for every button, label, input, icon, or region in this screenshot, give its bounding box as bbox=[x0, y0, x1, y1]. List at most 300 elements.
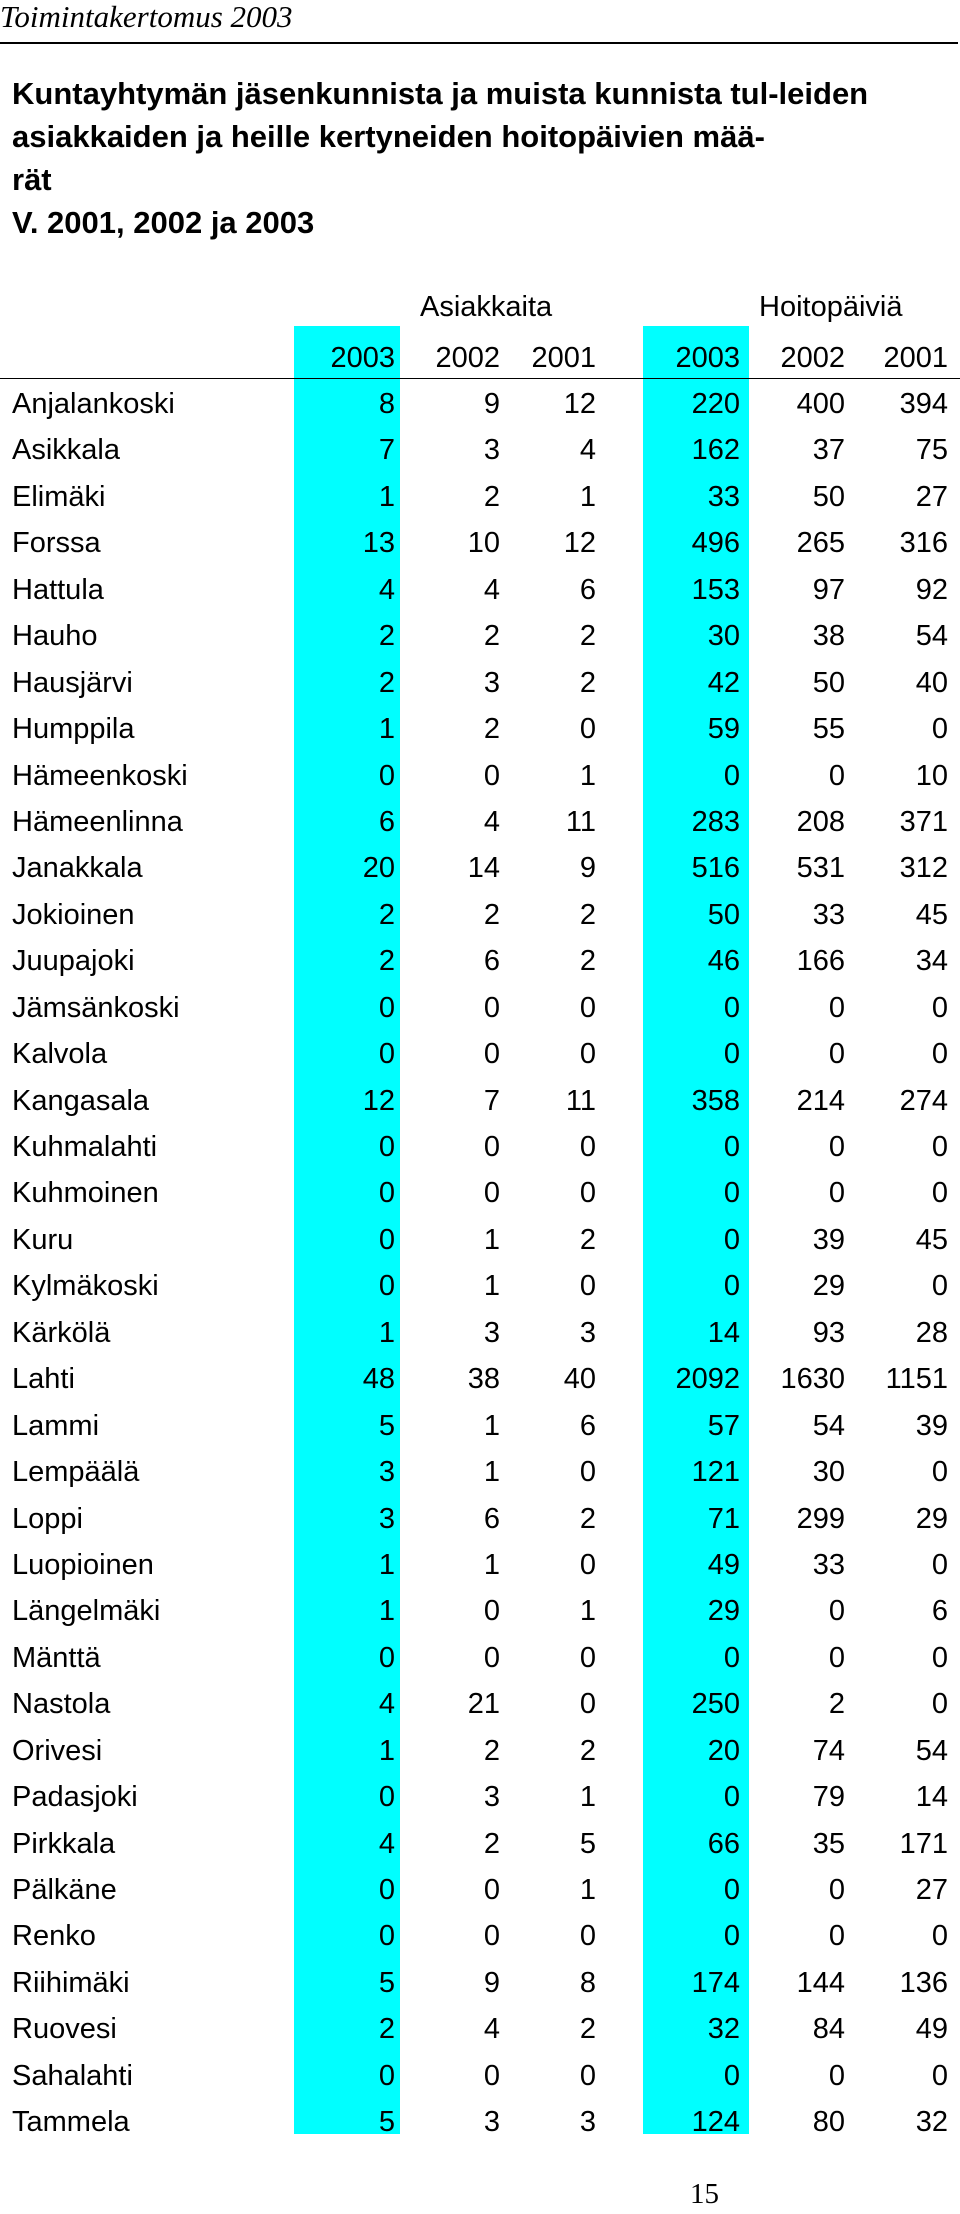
clients-cell: 4 bbox=[378, 573, 395, 606]
care-days-cell: 55 bbox=[812, 713, 845, 746]
care-days-cell: 59 bbox=[707, 713, 740, 746]
municipality-name: Nastola bbox=[12, 1688, 111, 1721]
clients-cell: 0 bbox=[378, 1270, 395, 1303]
clients-cell: 2 bbox=[483, 713, 500, 746]
care-days-cell: 0 bbox=[723, 1781, 740, 1814]
care-days-cell: 30 bbox=[812, 1456, 845, 1489]
year-header: 2001 bbox=[883, 342, 948, 374]
clients-cell: 1 bbox=[483, 1456, 500, 1489]
group-header-clients: Asiakkaita bbox=[420, 291, 553, 323]
care-days-cell: 265 bbox=[796, 527, 845, 560]
clients-cell: 6 bbox=[483, 1502, 500, 1535]
municipality-name: Hattula bbox=[12, 573, 104, 606]
care-days-cell: 0 bbox=[828, 1038, 845, 1071]
clients-cell: 5 bbox=[378, 1966, 395, 1999]
care-days-cell: 0 bbox=[931, 2059, 948, 2092]
clients-cell: 0 bbox=[378, 759, 395, 792]
municipality-name: Lammi bbox=[12, 1409, 100, 1442]
group-header-care-days: Hoitopäiviä bbox=[759, 291, 903, 323]
municipality-name: Hausjärvi bbox=[12, 666, 133, 699]
care-days-cell: 220 bbox=[691, 388, 740, 420]
care-days-cell: 0 bbox=[828, 759, 845, 792]
table-row bbox=[0, 800, 960, 846]
municipality-name: Kuhmalahti bbox=[12, 1131, 158, 1163]
care-days-cell: 2 bbox=[828, 1688, 845, 1721]
care-days-cell: 171 bbox=[899, 1827, 948, 1860]
clients-cell: 0 bbox=[579, 1177, 596, 1210]
care-days-cell: 274 bbox=[899, 1084, 948, 1117]
clients-cell: 2 bbox=[579, 1223, 596, 1256]
clients-cell: 0 bbox=[378, 1131, 395, 1163]
care-days-cell: 531 bbox=[796, 852, 845, 885]
clients-cell: 2 bbox=[483, 898, 500, 931]
care-days-cell: 46 bbox=[707, 945, 740, 978]
table-row bbox=[0, 614, 960, 660]
table-row bbox=[0, 754, 960, 800]
table-row bbox=[0, 2054, 960, 2100]
care-days-cell: 0 bbox=[931, 1548, 948, 1581]
care-days-cell: 97 bbox=[812, 573, 845, 606]
clients-cell: 0 bbox=[378, 1920, 395, 1953]
clients-cell: 0 bbox=[579, 1688, 596, 1721]
care-days-cell: 0 bbox=[828, 1131, 845, 1163]
municipality-name: Jämsänkoski bbox=[12, 991, 180, 1024]
clients-cell: 48 bbox=[362, 1363, 395, 1396]
clients-cell: 2 bbox=[579, 2013, 596, 2046]
clients-cell: 8 bbox=[579, 1966, 596, 1999]
clients-cell: 1 bbox=[579, 759, 596, 792]
clients-cell: 0 bbox=[579, 713, 596, 746]
care-days-cell: 45 bbox=[915, 898, 948, 931]
table-row bbox=[0, 1822, 960, 1868]
running-header: Toimintakertomus 2003 bbox=[0, 0, 293, 34]
clients-cell: 3 bbox=[483, 434, 500, 467]
care-days-cell: 250 bbox=[691, 1688, 740, 1721]
clients-cell: 38 bbox=[467, 1363, 500, 1396]
header-rule bbox=[0, 42, 958, 44]
municipality-name: Mänttä bbox=[12, 1641, 101, 1674]
care-days-cell: 0 bbox=[931, 1177, 948, 1210]
care-days-cell: 27 bbox=[915, 480, 948, 513]
clients-cell: 1 bbox=[579, 1781, 596, 1814]
care-days-cell: 14 bbox=[915, 1781, 948, 1814]
municipality-name: Janakkala bbox=[12, 852, 143, 885]
municipality-name: Kylmäkoski bbox=[12, 1270, 159, 1303]
care-days-cell: 50 bbox=[812, 666, 845, 699]
clients-cell: 13 bbox=[362, 527, 395, 560]
table-row bbox=[0, 1775, 960, 1821]
care-days-cell: 84 bbox=[812, 2013, 845, 2046]
clients-cell: 0 bbox=[483, 1920, 500, 1953]
municipality-name: Kuru bbox=[12, 1223, 74, 1256]
care-days-cell: 358 bbox=[691, 1084, 740, 1117]
care-days-cell: 27 bbox=[915, 1874, 948, 1906]
header-divider bbox=[0, 378, 960, 379]
clients-cell: 2 bbox=[579, 666, 596, 699]
table-row bbox=[0, 1311, 960, 1357]
care-days-cell: 79 bbox=[812, 1781, 845, 1814]
clients-cell: 2 bbox=[378, 666, 395, 699]
municipality-name: Luopioinen bbox=[12, 1548, 154, 1581]
care-days-cell: 20 bbox=[707, 1734, 740, 1767]
clients-cell: 0 bbox=[483, 1177, 500, 1210]
municipality-name: Lahti bbox=[12, 1363, 75, 1396]
clients-cell: 3 bbox=[579, 1316, 596, 1349]
table-row bbox=[0, 1404, 960, 1450]
municipality-name: Kalvola bbox=[12, 1038, 108, 1071]
care-days-cell: 66 bbox=[707, 1827, 740, 1860]
municipality-name: Kuhmoinen bbox=[12, 1177, 159, 1210]
care-days-cell: 54 bbox=[915, 1734, 948, 1767]
care-days-cell: 6 bbox=[931, 1595, 948, 1628]
table-row bbox=[0, 1357, 960, 1403]
municipality-name: Tammela bbox=[12, 2106, 130, 2139]
table-row bbox=[0, 1589, 960, 1635]
clients-cell: 0 bbox=[483, 1874, 500, 1906]
clients-cell: 1 bbox=[378, 713, 395, 746]
care-days-cell: 312 bbox=[899, 852, 948, 885]
clients-cell: 6 bbox=[483, 945, 500, 978]
clients-cell: 2 bbox=[579, 1734, 596, 1767]
clients-cell: 1 bbox=[378, 1316, 395, 1349]
clients-cell: 6 bbox=[579, 573, 596, 606]
municipality-name: Forssa bbox=[12, 527, 101, 560]
care-days-cell: 0 bbox=[723, 1223, 740, 1256]
care-days-cell: 0 bbox=[723, 1920, 740, 1953]
care-days-cell: 75 bbox=[915, 434, 948, 467]
clients-cell: 8 bbox=[378, 388, 395, 420]
municipality-name: Hämeenkoski bbox=[12, 759, 188, 792]
care-days-cell: 39 bbox=[812, 1223, 845, 1256]
care-days-cell: 0 bbox=[931, 991, 948, 1024]
clients-cell: 1 bbox=[579, 1595, 596, 1628]
clients-cell: 0 bbox=[579, 1131, 596, 1163]
table-row bbox=[0, 2007, 960, 2053]
care-days-cell: 0 bbox=[723, 1874, 740, 1906]
table-row bbox=[0, 939, 960, 985]
clients-cell: 3 bbox=[483, 2106, 500, 2139]
municipality-name: Padasjoki bbox=[12, 1781, 138, 1814]
table-body bbox=[0, 382, 960, 2147]
clients-cell: 5 bbox=[579, 1827, 596, 1860]
care-days-cell: 10 bbox=[915, 759, 948, 792]
year-header: 2003 bbox=[330, 342, 395, 374]
table-row bbox=[0, 1264, 960, 1310]
care-days-cell: 29 bbox=[707, 1595, 740, 1628]
clients-cell: 0 bbox=[483, 759, 500, 792]
clients-cell: 0 bbox=[483, 1595, 500, 1628]
table-row bbox=[0, 661, 960, 707]
clients-cell: 1 bbox=[483, 1270, 500, 1303]
care-days-cell: 0 bbox=[828, 1874, 845, 1906]
clients-cell: 7 bbox=[378, 434, 395, 467]
clients-cell: 2 bbox=[378, 898, 395, 931]
care-days-cell: 0 bbox=[931, 1920, 948, 1953]
care-days-cell: 0 bbox=[828, 991, 845, 1024]
clients-cell: 0 bbox=[579, 2059, 596, 2092]
care-days-cell: 93 bbox=[812, 1316, 845, 1349]
municipality-name: Humppila bbox=[12, 713, 135, 746]
clients-cell: 3 bbox=[579, 2106, 596, 2139]
clients-cell: 0 bbox=[378, 1874, 395, 1906]
clients-cell: 4 bbox=[579, 434, 596, 467]
clients-cell: 0 bbox=[579, 1270, 596, 1303]
table-row bbox=[0, 1729, 960, 1775]
care-days-cell: 0 bbox=[723, 759, 740, 792]
table-row bbox=[0, 1868, 960, 1914]
clients-cell: 0 bbox=[483, 2059, 500, 2092]
clients-cell: 4 bbox=[378, 1688, 395, 1721]
clients-cell: 5 bbox=[378, 1409, 395, 1442]
clients-cell: 2 bbox=[483, 620, 500, 653]
municipality-name: Kangasala bbox=[12, 1084, 150, 1117]
clients-cell: 2 bbox=[483, 480, 500, 513]
care-days-cell: 1151 bbox=[885, 1363, 948, 1396]
year-header: 2003 bbox=[675, 342, 740, 374]
clients-cell: 1 bbox=[579, 1874, 596, 1906]
table-row bbox=[0, 568, 960, 614]
clients-cell: 0 bbox=[579, 1456, 596, 1489]
municipality-name: Pälkäne bbox=[12, 1874, 117, 1906]
table-row bbox=[0, 1961, 960, 2007]
clients-cell: 1 bbox=[483, 1223, 500, 1256]
clients-cell: 2 bbox=[378, 620, 395, 653]
clients-cell: 4 bbox=[483, 2013, 500, 2046]
clients-cell: 3 bbox=[483, 666, 500, 699]
clients-cell: 12 bbox=[563, 388, 596, 420]
clients-cell: 1 bbox=[378, 1548, 395, 1581]
care-days-cell: 0 bbox=[723, 991, 740, 1024]
care-days-cell: 0 bbox=[828, 1920, 845, 1953]
municipality-name: Renko bbox=[12, 1920, 96, 1953]
table-row bbox=[0, 1079, 960, 1125]
title-line: rät bbox=[12, 162, 52, 197]
care-days-cell: 54 bbox=[812, 1409, 845, 1442]
care-days-cell: 174 bbox=[691, 1966, 740, 1999]
care-days-cell: 34 bbox=[915, 945, 948, 978]
table-row bbox=[0, 521, 960, 567]
clients-cell: 9 bbox=[483, 1966, 500, 1999]
care-days-cell: 0 bbox=[828, 1595, 845, 1628]
care-days-cell: 29 bbox=[915, 1502, 948, 1535]
municipality-name: Kärkölä bbox=[12, 1316, 111, 1349]
care-days-cell: 37 bbox=[812, 434, 845, 467]
municipality-name: Juupajoki bbox=[12, 945, 135, 978]
care-days-cell: 496 bbox=[691, 527, 740, 560]
care-days-cell: 71 bbox=[707, 1502, 740, 1535]
table-row bbox=[0, 1218, 960, 1264]
care-days-cell: 33 bbox=[812, 1548, 845, 1581]
care-days-cell: 39 bbox=[915, 1409, 948, 1442]
clients-cell: 0 bbox=[378, 1781, 395, 1814]
page-number: 15 bbox=[690, 2178, 719, 2210]
care-days-cell: 516 bbox=[691, 852, 740, 885]
clients-cell: 2 bbox=[579, 898, 596, 931]
clients-cell: 0 bbox=[579, 1038, 596, 1071]
table-row bbox=[0, 986, 960, 1032]
clients-cell: 0 bbox=[483, 1641, 500, 1674]
care-days-cell: 54 bbox=[915, 620, 948, 653]
care-days-cell: 0 bbox=[723, 1270, 740, 1303]
care-days-cell: 2092 bbox=[675, 1363, 740, 1396]
clients-cell: 0 bbox=[378, 1641, 395, 1674]
care-days-cell: 0 bbox=[723, 1038, 740, 1071]
care-days-cell: 30 bbox=[707, 620, 740, 653]
clients-cell: 12 bbox=[563, 527, 596, 560]
municipality-name: Elimäki bbox=[12, 480, 106, 513]
table-row bbox=[0, 475, 960, 521]
care-days-cell: 316 bbox=[899, 527, 948, 560]
municipality-name: Anjalankoski bbox=[12, 388, 175, 420]
care-days-cell: 0 bbox=[931, 1270, 948, 1303]
clients-cell: 1 bbox=[378, 1734, 395, 1767]
year-header: 2001 bbox=[531, 342, 596, 374]
clients-cell: 11 bbox=[565, 1084, 596, 1117]
care-days-cell: 33 bbox=[707, 480, 740, 513]
clients-cell: 0 bbox=[483, 991, 500, 1024]
care-days-cell: 33 bbox=[812, 898, 845, 931]
clients-cell: 6 bbox=[378, 805, 395, 838]
care-days-cell: 0 bbox=[828, 2059, 845, 2092]
clients-cell: 0 bbox=[378, 1177, 395, 1210]
care-days-cell: 0 bbox=[931, 1456, 948, 1489]
table-row bbox=[0, 1682, 960, 1728]
care-days-cell: 153 bbox=[691, 573, 740, 606]
clients-cell: 3 bbox=[483, 1781, 500, 1814]
title-line: V. 2001, 2002 ja 2003 bbox=[12, 205, 315, 240]
clients-cell: 2 bbox=[483, 1827, 500, 1860]
care-days-cell: 208 bbox=[796, 805, 845, 838]
title-line: asiakkaiden ja heille kertyneiden hoitopäivien mää- bbox=[12, 119, 765, 154]
care-days-cell: 283 bbox=[691, 805, 740, 838]
municipality-name: Längelmäki bbox=[12, 1595, 161, 1628]
clients-cell: 2 bbox=[483, 1734, 500, 1767]
clients-cell: 0 bbox=[579, 1920, 596, 1953]
municipality-name: Asikkala bbox=[12, 434, 120, 467]
clients-cell: 1 bbox=[378, 1595, 395, 1628]
clients-cell: 2 bbox=[378, 945, 395, 978]
clients-cell: 1 bbox=[378, 480, 395, 513]
clients-cell: 4 bbox=[378, 1827, 395, 1860]
care-days-cell: 50 bbox=[707, 898, 740, 931]
care-days-cell: 299 bbox=[796, 1502, 845, 1535]
table-row bbox=[0, 707, 960, 753]
municipality-name: Ruovesi bbox=[12, 2013, 117, 2046]
clients-cell: 0 bbox=[483, 1131, 500, 1163]
clients-cell: 0 bbox=[579, 1641, 596, 1674]
clients-cell: 3 bbox=[483, 1316, 500, 1349]
clients-cell: 40 bbox=[563, 1363, 596, 1396]
care-days-cell: 0 bbox=[723, 1131, 740, 1163]
title-line: Kuntayhtymän jäsenkunnista ja muista kunnista tul-leiden bbox=[12, 76, 869, 111]
clients-cell: 4 bbox=[483, 805, 500, 838]
care-days-cell: 0 bbox=[931, 1688, 948, 1721]
table-row bbox=[0, 1497, 960, 1543]
clients-cell: 0 bbox=[378, 1223, 395, 1256]
care-days-cell: 32 bbox=[707, 2013, 740, 2046]
care-days-cell: 49 bbox=[707, 1548, 740, 1581]
care-days-cell: 49 bbox=[915, 2013, 948, 2046]
clients-cell: 20 bbox=[362, 852, 395, 885]
municipality-name: Riihimäki bbox=[12, 1966, 130, 1999]
table-row bbox=[0, 1543, 960, 1589]
clients-cell: 0 bbox=[483, 1038, 500, 1071]
clients-cell: 0 bbox=[378, 1038, 395, 1071]
year-header-row bbox=[0, 336, 960, 382]
table-row bbox=[0, 428, 960, 474]
clients-cell: 14 bbox=[467, 852, 500, 885]
care-days-cell: 0 bbox=[931, 713, 948, 746]
clients-cell: 6 bbox=[579, 1409, 596, 1442]
table-row bbox=[0, 846, 960, 892]
care-days-cell: 214 bbox=[796, 1084, 845, 1117]
care-days-cell: 29 bbox=[812, 1270, 845, 1303]
care-days-cell: 50 bbox=[812, 480, 845, 513]
table-row bbox=[0, 1125, 960, 1171]
clients-cell: 7 bbox=[483, 1084, 500, 1117]
care-days-cell: 32 bbox=[915, 2106, 948, 2139]
care-days-cell: 1630 bbox=[780, 1363, 845, 1396]
care-days-cell: 57 bbox=[707, 1409, 740, 1442]
table-row bbox=[0, 1032, 960, 1078]
clients-cell: 10 bbox=[467, 527, 500, 560]
municipality-name: Orivesi bbox=[12, 1734, 103, 1767]
clients-cell: 2 bbox=[579, 1502, 596, 1535]
care-days-cell: 14 bbox=[707, 1316, 740, 1349]
care-days-cell: 124 bbox=[691, 2106, 740, 2139]
care-days-cell: 80 bbox=[812, 2106, 845, 2139]
care-days-cell: 0 bbox=[931, 1038, 948, 1071]
clients-cell: 1 bbox=[483, 1548, 500, 1581]
care-days-cell: 0 bbox=[828, 1641, 845, 1674]
care-days-cell: 28 bbox=[915, 1316, 948, 1349]
table-row bbox=[0, 382, 960, 428]
table-row bbox=[0, 2100, 960, 2146]
clients-cell: 12 bbox=[362, 1084, 395, 1117]
table-row bbox=[0, 1914, 960, 1960]
clients-cell: 3 bbox=[378, 1456, 395, 1489]
table-title bbox=[12, 72, 942, 244]
clients-cell: 0 bbox=[579, 991, 596, 1024]
clients-cell: 4 bbox=[483, 573, 500, 606]
care-days-cell: 35 bbox=[812, 1827, 845, 1860]
care-days-cell: 162 bbox=[691, 434, 740, 467]
clients-cell: 21 bbox=[467, 1688, 500, 1721]
care-days-cell: 0 bbox=[828, 1177, 845, 1210]
care-days-cell: 166 bbox=[796, 945, 845, 978]
year-header: 2002 bbox=[780, 342, 845, 374]
municipality-name: Lempäälä bbox=[12, 1456, 140, 1489]
municipality-name: Pirkkala bbox=[12, 1827, 116, 1860]
clients-cell: 0 bbox=[579, 1548, 596, 1581]
municipality-name: Sahalahti bbox=[12, 2059, 133, 2092]
clients-cell: 5 bbox=[378, 2106, 395, 2139]
clients-cell: 1 bbox=[483, 1409, 500, 1442]
year-header: 2002 bbox=[435, 342, 500, 374]
care-days-cell: 0 bbox=[723, 1641, 740, 1674]
clients-cell: 2 bbox=[579, 945, 596, 978]
clients-cell: 2 bbox=[579, 620, 596, 653]
table-row bbox=[0, 893, 960, 939]
municipality-name: Hauho bbox=[12, 620, 98, 653]
care-days-cell: 0 bbox=[723, 2059, 740, 2092]
care-days-cell: 42 bbox=[707, 666, 740, 699]
care-days-cell: 38 bbox=[812, 620, 845, 653]
municipality-name: Jokioinen bbox=[12, 898, 135, 931]
care-days-cell: 40 bbox=[915, 666, 948, 699]
municipality-name: Hämeenlinna bbox=[12, 805, 183, 838]
care-days-cell: 0 bbox=[931, 1131, 948, 1163]
